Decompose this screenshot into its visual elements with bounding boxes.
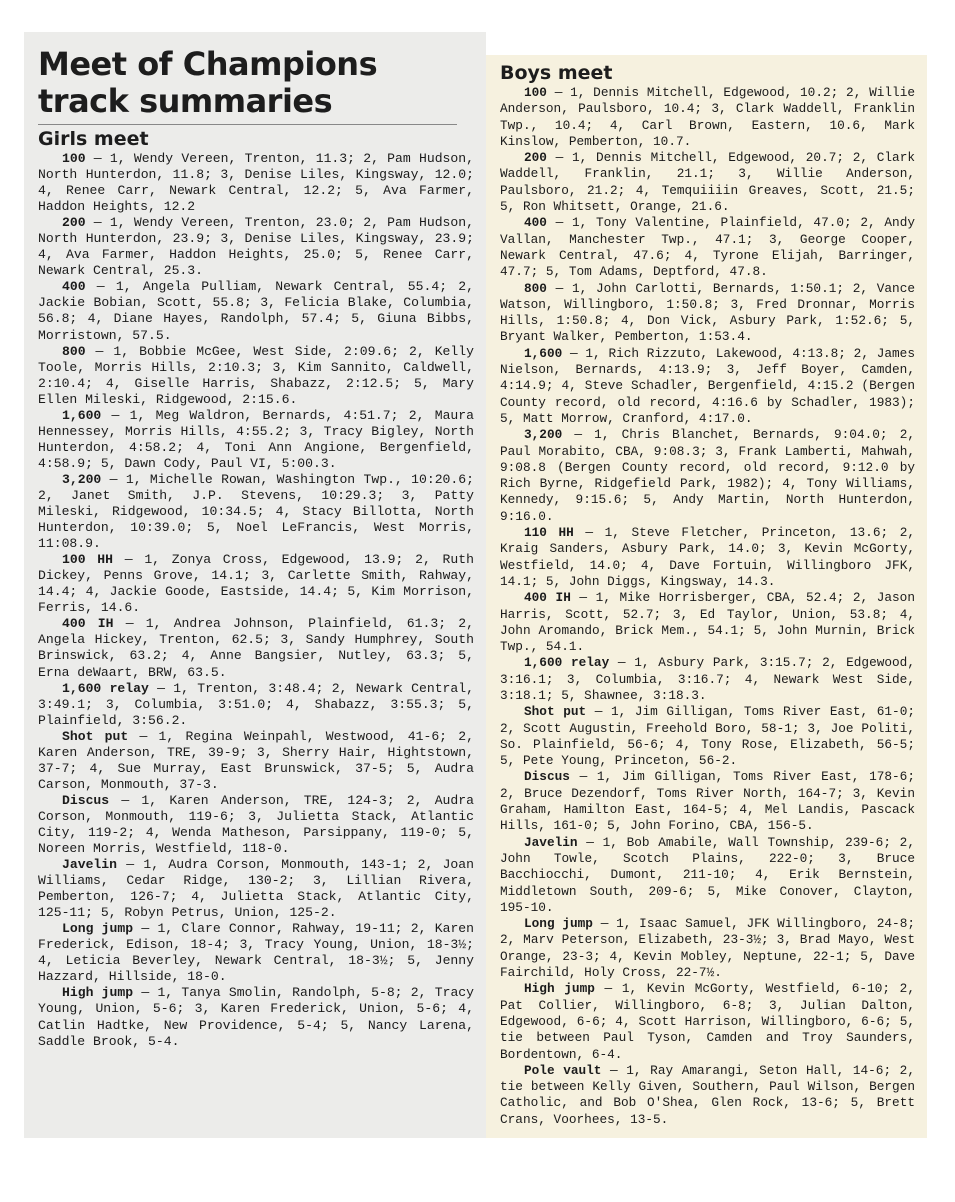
event-name: Pole vault [524,1062,602,1078]
girls-results [38,151,474,1050]
girls-result-entry [38,552,474,616]
boys-result-entry [500,215,915,280]
event-results: — 1, Trenton, 3:48.4; 2, Newark Central, 3:49.1; 3, Columbia, 3:51.0; 4, Shabazz, 3:55.3; 5, Plainfield, 3:56.2. [38,680,474,728]
boys-result-entry [500,427,915,525]
event-results: — 1, Isaac Samuel, JFK Willingboro, 24-8; 2, Marv Peterson, Elizabeth, 23-3½; 3, Brad Mayo, West Orange, 23-3; 4, Kevin Mobley, Neptune, 22-1; 5, Dave Fairchild, Holy Cross, 22-7½. [500,916,915,981]
boys-result-entry [500,916,915,981]
event-results: — 1, Regina Weinpahl, Westwood, 41-6; 2, Karen Anderson, TRE, 39-9; 3, Sherry Hair, Hightstown, 37-7; 4, Sue Murray, East Brunswick, 37-5; 5, Audra Carson, Monmouth, 37-3. [38,728,474,792]
boys-meet-title: Boys meet [500,62,613,84]
girls-result-entry [38,472,474,552]
event-results: — 1, Meg Waldron, Bernards, 4:51.7; 2, Maura Hennessey, Morris Hills, 4:55.2; 3, Tracy Bigley, North Hunterdon, 4:58.2; 4, Toni Ann Angione, Bergenfield, 4:58.9; 5, Dawn Cody, Paul VI, 5:00.3. [38,407,474,471]
event-name: 800 [62,343,86,359]
event-results: — 1, Dennis Mitchell, Edgewood, 20.7; 2, Clark Waddell, Franklin, 21.1; 3, Willie Anderson, Paulsboro, 21.2; 4, Temquiiiin Greaves, Scott, 21.5; 5, Ron Whitsett, Orange, 21.6. [500,150,915,215]
event-name: 1,600 relay [62,680,149,696]
event-name: 100 HH [62,552,114,568]
girls-result-entry [38,857,474,921]
boys-clipping [486,55,927,1138]
event-results: — 1, Mike Horrisberger, CBA, 52.4; 2, Jason Harris, Scott, 52.7; 3, Ed Taylor, Union, 53.8; 4, John Aromando, Brick Mem., 54.1; 5, John Murnin, Brick Twp., 54.1. [500,590,915,655]
girls-result-entry [38,408,474,472]
event-name: 1,600 [62,407,102,423]
event-name: Discus [524,769,570,785]
event-name: 100 [524,85,547,100]
headline-rule [38,124,457,125]
boys-result-entry [500,150,915,215]
event-name: 3,200 [62,471,102,487]
event-results: — 1, Zonya Cross, Edgewood, 13.9; 2, Ruth Dickey, Penns Grove, 14.1; 3, Carlette Smith, Rahway, 14.4; 4, Jackie Goode, Eastside, 14.4; 5, Kim Morrison, Ferris, 14.6. [38,552,474,616]
event-name: High jump [524,981,595,997]
event-results: — 1, Andrea Johnson, Plainfield, 61.3; 2, Angela Hickey, Trenton, 62.5; 3, Sandy Humphrey, South Brinswick, 63.2; 4, Anne Bangsier, Nutley, 63.3; 5, Erna deWaart, BRW, 63.5. [38,616,474,680]
event-results: — 1, Bob Amabile, Wall Township, 239-6; 2, John Towle, Scotch Plains, 222-0; 3, Bruce Bacchiocchi, Dumont, 211-10; 4, Erik Bernstein, Middletown South, 209-6; 5, Mike Conover, Clayton, 195-10. [500,834,915,915]
girls-result-entry [38,151,474,215]
event-name: 200 [524,150,547,166]
headline-line-2: track summaries [38,82,333,120]
girls-meet-title: Girls meet [38,128,149,150]
event-results: — 1, Audra Corson, Monmouth, 143-1; 2, Joan Williams, Cedar Ridge, 130-2; 3, Lillian Rivera, Pemberton, 126-7; 4, Julietta Stack, Atlantic City, 125-11; 5, Robyn Petrus, Union, 125-2. [38,857,474,921]
event-results: — 1, Jim Gilligan, Toms River East, 178-6; 2, Bruce Dezendorf, Toms River North, 164-7; 3, Kevin Graham, Hamilton East, 164-5; 4, Mel Landis, Pascack Hills, 161-0; 5, John Forino, CBA, 156-5. [500,769,915,834]
boys-result-entry [500,590,915,655]
girls-result-entry [38,279,474,343]
event-results: — 1, Michelle Rowan, Washington Twp., 10:20.6; 2, Janet Smith, J.P. Stevens, 10:29.3; 3, Patty Mileski, Ridgewood, 10:34.5; 4, Stacy Billotta, North Hunterdon, 10:39.0; 5, Noel LeFrancis, West Morris, 11:08.9. [38,471,474,552]
event-name: 1,600 relay [524,655,610,671]
boys-result-entry [500,85,915,150]
event-name: 800 [524,280,547,296]
event-name: 400 IH [62,616,114,632]
event-name: 100 [62,151,86,166]
girls-result-entry [38,729,474,793]
girls-clipping [24,32,486,1138]
event-results: — 1, Angela Pulliam, Newark Central, 55.4; 2, Jackie Bobian, Scott, 55.8; 3, Felicia Blake, Columbia, 56.8; 4, Diane Hayes, Randolph, 57.4; 5, Giuna Bibbs, Morristown, 57.5. [38,279,474,343]
event-name: Javelin [62,857,118,873]
boys-result-entry [500,769,915,834]
event-results: — 1, Karen Anderson, TRE, 124-3; 2, Audra Corson, Monmouth, 119-6; 3, Julietta Stack, Atlantic City, 119-2; 4, Wenda Matheson, Parsippany, 119-0; 5, Noreen Morris, Westfield, 118-0. [38,792,474,857]
event-name: Javelin [524,834,578,850]
event-name: Discus [62,792,110,808]
event-name: High jump [62,985,134,1001]
girls-result-entry [38,215,474,279]
headline-line-1: Meet of Champions [38,45,378,83]
event-name: 110 HH [524,525,574,541]
event-results: — 1, Wendy Vereen, Trenton, 23.0; 2, Pam Hudson, North Hunterdon, 23.9; 3, Denise Liles, Kingsway, 23.9; 4, Ava Farmer, Haddon Heights, 25.0; 5, Renee Carr, Newark Central, 25.3. [38,215,474,279]
girls-result-entry [38,793,474,857]
event-name: Long jump [524,916,593,932]
event-name: Shot put [62,728,129,744]
event-results: — 1, Ray Amarangi, Seton Hall, 14-6; 2, tie between Kelly Given, Southern, Paul Wilson, Bergen Catholic, and Bob O'Shea, Glen Rock, 13-6; 5, Brett Crans, Voorhees, 13-5. [500,1062,915,1127]
boys-result-entry [500,281,915,346]
event-name: 400 [524,215,547,231]
boys-result-entry [500,346,915,427]
event-results: — 1, Clare Connor, Rahway, 19-11; 2, Karen Frederick, Edison, 18-4; 3, Tracy Young, Union, 18-3½; 4, Leticia Beverley, Newark Central, 18-3½; 5, Jenny Hazzard, Hillside, 18-0. [38,921,475,985]
event-name: Long jump [62,921,134,937]
event-results: — 1, Asbury Park, 3:15.7; 2, Edgewood, 3:16.1; 3, Columbia, 3:16.7; 4, Newark West Side, 3:18.1; 5, Shawnee, 3:18.3. [500,655,915,703]
event-name: 400 IH [524,590,571,606]
boys-result-entry [500,655,915,704]
event-results: — 1, Tony Valentine, Plainfield, 47.0; 2, Andy Vallan, Manchester Twp., 47.1; 3, George Cooper, Newark Central, 47.6; 4, Tyrone Elijah, Barringer, 47.7; 5, Tom Adams, Deptford, 47.8. [500,215,915,280]
girls-result-entry [38,616,474,680]
boys-result-entry [500,981,915,1062]
boys-result-entry [500,1063,915,1128]
event-results: — 1, Tanya Smolin, Randolph, 5-8; 2, Tracy Young, Union, 5-6; 3, Karen Frederick, Union, 5-6; 4, Catlin Hadtke, New Providence, 5-4; 5, Nancy Larena, Saddle Brook, 5-4. [38,985,475,1049]
boys-result-entry [500,525,915,590]
event-name: 3,200 [524,427,563,443]
girls-result-entry [38,344,474,408]
event-results: — 1, John Carlotti, Bernards, 1:50.1; 2, Vance Watson, Willingboro, 1:50.8; 3, Fred Dronnar, Morris Hills, 1:50.8; 4, Don Vick, Asbury Park, 1:52.6; 5, Bryant Walker, Pemberton, 1:53.4. [500,280,915,345]
girls-result-entry [38,681,474,729]
boys-result-entry [500,835,915,916]
girls-result-entry [38,921,474,985]
event-name: 1,600 [524,345,563,361]
event-name: Shot put [524,704,587,720]
event-results: — 1, Rich Rizzuto, Lakewood, 4:13.8; 2, James Nielson, Bernards, 4:13.9; 3, Jeff Boyer, Camden, 4:14.9; 4, Steve Schadler, Bergenfield, 4:15.2 (Bergen County record, old record, 4:16.6 by Schadler, 1983); 5, Matt Morrow, Cranford, 4:17.0. [500,345,915,426]
boys-result-entry [500,704,915,769]
event-results: — 1, Kevin McGorty, Westfield, 6-10; 2, Pat Collier, Willingboro, 6-8; 3, Julian Dalton, Edgewood, 6-6; 4, Scott Harrison, Willingboro, 6-6; 5, tie between Paul Tyson, Camden and Troy Saunders, Bordentown, 6-4. [500,981,915,1062]
event-name: 400 [62,279,86,295]
event-results: — 1, Dennis Mitchell, Edgewood, 10.2; 2, Willie Anderson, Paulsboro, 10.4; 3, Clark Waddell, Franklin Twp., 10.4; 4, Carl Brown, Eastern, 10.6, Mark Kinslow, Pemberton, 10.7. [500,85,915,149]
event-results: — 1, Steve Fletcher, Princeton, 13.6; 2, Kraig Sanders, Asbury Park, 14.0; 3, Kevin McGorty, Westfield, 14.0; 4, Dave Fortuin, Willingboro JFK, 14.1; 5, John Diggs, Kingsway, 14.3. [500,525,915,589]
event-results: — 1, Bobbie McGee, West Side, 2:09.6; 2, Kelly Toole, Morris Hills, 2:10.3; 3, Kim Sannito, Caldwell, 2:10.4; 4, Giselle Harris, Shabazz, 2:12.5; 5, Mary Ellen Mileski, Ridgewood, 2:15.6. [38,343,474,407]
event-results: — 1, Jim Gilligan, Toms River East, 61-0; 2, Scott Augustin, Freehold Boro, 58-1; 3, Joe Politi, So. Plainfield, 56-6; 4, Tony Rose, Elizabeth, 56-5; 5, Pete Young, Princeton, 56-2. [500,704,915,769]
headline [38,46,474,120]
event-name: 200 [62,215,86,231]
event-results: — 1, Wendy Vereen, Trenton, 11.3; 2, Pam Hudson, North Hunterdon, 11.8; 3, Denise Liles, Kingsway, 12.0; 4, Renee Carr, Newark Central, 12.2; 5, Ava Farmer, Haddon Heights, 12.2 [38,151,474,215]
boys-results [500,85,915,1128]
event-results: — 1, Chris Blanchet, Bernards, 9:04.0; 2, Paul Morabito, CBA, 9:08.3; 3, Frank Lamberti, Mahwah, 9:08.8 (Bergen County record, old record, 9:12.0 by Rich Byrne, Ridgefield Park, 1982); 4, Tony Williams, Kennedy, 9:15.6; 5, Andy Martin, North Hunterdon, 9:16.0. [500,427,915,524]
girls-result-entry [38,985,474,1049]
